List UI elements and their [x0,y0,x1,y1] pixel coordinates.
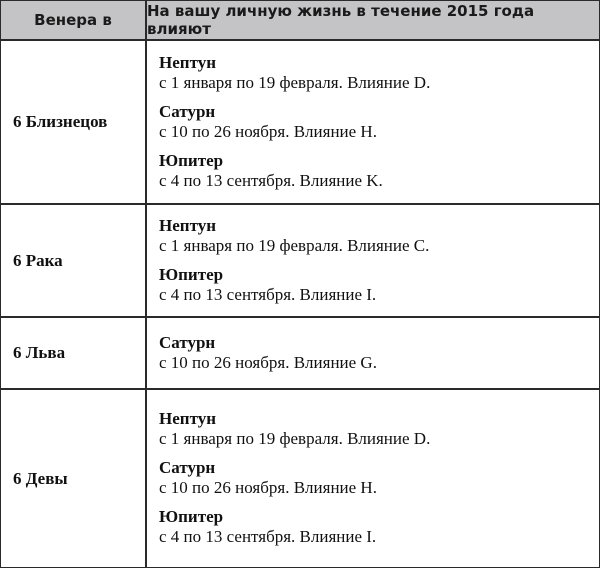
table-header [1,1,599,41]
planet-name: Нептун [159,52,216,72]
planet-name: Нептун [159,215,216,235]
influence-desc: с 4 по 13 сентября. Влияние I. [159,527,377,546]
header-cell-venus [1,1,147,39]
sign-cell [1,390,147,567]
influence-entry [159,265,599,305]
influence-entry [159,216,599,256]
influence-desc: с 4 по 13 сентября. Влияние K. [159,170,383,190]
planet-name: Юпитер [159,150,224,170]
influence-entry [159,507,599,547]
influence-entry [159,458,599,498]
sign-cell [1,318,147,388]
planet-name: Юпитер [159,507,224,526]
influence-desc: с 1 января по 19 февраля. Влияние D. [159,429,431,448]
sign-cell [1,205,147,316]
planet-name: Нептун [159,409,216,428]
influence-entry [159,151,599,191]
sign-label: 6 Рака [13,250,63,270]
table-row [1,318,599,390]
header-cell-influence [147,1,599,39]
influence-desc: с 10 по 26 ноября. Влияние H. [159,121,377,141]
table-row [1,390,599,567]
influence-desc: с 4 по 13 сентября. Влияние I. [159,284,377,304]
influence-entry [159,102,599,142]
influence-cell [147,318,599,388]
sign-cell [1,41,147,203]
influence-desc: с 1 января по 19 февраля. Влияние C. [159,235,430,255]
influence-cell [147,41,599,203]
planet-name: Сатурн [159,332,216,352]
influence-entry [159,333,599,373]
influence-entry [159,53,599,93]
influence-entry [159,409,599,449]
planet-name: Сатурн [159,101,216,121]
influence-cell [147,390,599,567]
header-label: На вашу личную жизнь в течение 2015 года влияют [147,2,535,38]
sign-label: 6 Льва [13,343,66,362]
planet-name: Сатурн [159,458,216,477]
sign-label: 6 Девы [13,468,68,488]
influence-desc: с 1 января по 19 февраля. Влияние D. [159,72,431,92]
sign-label: 6 Близнецов [13,112,108,131]
table-row [1,205,599,318]
planet-name: Юпитер [159,264,224,284]
influence-desc: с 10 по 26 ноября. Влияние G. [159,352,377,372]
influence-desc: с 10 по 26 ноября. Влияние H. [159,478,377,497]
header-label: Венера в [34,11,112,29]
influence-cell [147,205,599,316]
table-row [1,41,599,205]
